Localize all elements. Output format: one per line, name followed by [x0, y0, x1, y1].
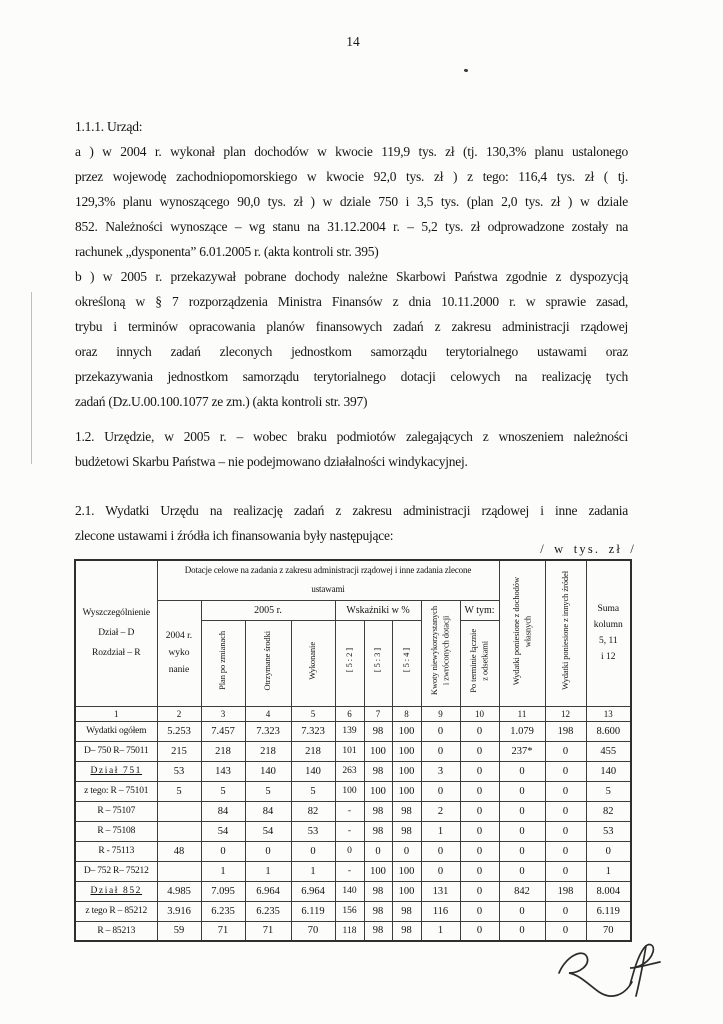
table-cell: 263 — [335, 761, 364, 781]
paragraph-b-line: zadań (Dz.U.00.100.1077 ze zm.) (akta kontroli str. 397) — [75, 394, 368, 409]
column-number: 10 — [460, 706, 499, 721]
table-cell: 100 — [392, 781, 421, 801]
table-cell: 0 — [545, 761, 586, 781]
table-cell: 5 — [586, 781, 631, 801]
table-cell: 0 — [586, 841, 631, 861]
table-cell: 98 — [392, 821, 421, 841]
table-cell: 455 — [586, 741, 631, 761]
header-po-terminie: Po terminie łącznie z odsetkami — [460, 620, 499, 706]
table-cell: 98 — [392, 801, 421, 821]
column-number: 9 — [421, 706, 460, 721]
page-number: 14 — [346, 34, 360, 49]
header-plan-po-zmianach: Plan po zmianach — [201, 620, 245, 706]
table-cell: 0 — [545, 841, 586, 861]
paragraph-a-line: rachunek „dysponenta” 6.01.2005 r. (akta kontroli str. 395) — [75, 244, 379, 259]
table-cell: 6.119 — [291, 901, 335, 921]
table-cell: 84 — [245, 801, 291, 821]
table-cell: 59 — [157, 921, 201, 941]
table-cell: 0 — [421, 861, 460, 881]
table-cell: 100 — [364, 861, 392, 881]
table-cell: 48 — [157, 841, 201, 861]
table-cell: 100 — [364, 781, 392, 801]
table-row — [75, 761, 631, 781]
paragraph-a-line: przez wojewodę zachodniopomorskiego w kwocie 92,0 tys. zł ) z tego: 116,4 tys. zł ( tj. — [75, 169, 628, 184]
table-cell: 7.457 — [201, 721, 245, 741]
table-cell: 7.095 — [201, 881, 245, 901]
row-label: R – 75107 — [75, 801, 157, 821]
table-cell: 98 — [364, 761, 392, 781]
row-label: R – 75108 — [75, 821, 157, 841]
table-cell: 8.600 — [586, 721, 631, 741]
table-cell: 0 — [499, 781, 545, 801]
table-cell: 100 — [392, 861, 421, 881]
table-cell: 0 — [460, 801, 499, 821]
table-cell: 0 — [392, 841, 421, 861]
table-cell: 84 — [201, 801, 245, 821]
units-note: / w tys. zł / — [540, 542, 636, 556]
row-label: R - 75113 — [75, 841, 157, 861]
header-wykonanie: Wykonanie — [291, 620, 335, 706]
table-cell: 101 — [335, 741, 364, 761]
table-row — [75, 781, 631, 801]
table-cell: 6.235 — [201, 901, 245, 921]
column-numbers-row — [75, 706, 631, 721]
section-2-1 — [75, 498, 628, 548]
table-cell: 0 — [421, 721, 460, 741]
row-label: z tego: R – 75101 — [75, 781, 157, 801]
paragraph-b-line: określoną w § 7 rozporządzenia Ministra Finansów z dnia 10.11.2000 r. w sprawie zasad, — [75, 294, 628, 309]
table-cell: 4.985 — [157, 881, 201, 901]
table-cell: 140 — [245, 761, 291, 781]
table-cell: 0 — [460, 921, 499, 941]
table-cell: 7.323 — [245, 721, 291, 741]
table-cell: 0 — [499, 901, 545, 921]
table-cell: 53 — [586, 821, 631, 841]
table-cell: 0 — [460, 781, 499, 801]
table-cell: 53 — [291, 821, 335, 841]
table-cell: - — [335, 821, 364, 841]
table-cell: 98 — [364, 721, 392, 741]
table-cell: 98 — [364, 881, 392, 901]
paragraph-2-1-line: zlecone ustawami i źródła ich finansowania były następujące: — [75, 528, 394, 543]
table-cell: 98 — [364, 801, 392, 821]
signature-icon — [556, 940, 696, 1004]
table-cell: 98 — [364, 821, 392, 841]
table-cell: 6.964 — [291, 881, 335, 901]
table-cell — [157, 861, 201, 881]
table-cell: 131 — [421, 881, 460, 901]
header-wskaznik-5-4: [ 5 : 4 ] — [392, 620, 421, 706]
table-cell: 53 — [157, 761, 201, 781]
paragraph-1-2-line: budżetowi Skarbu Państwa – nie podejmowano działalności windykacyjnej. — [75, 454, 468, 469]
table-cell: 0 — [499, 921, 545, 941]
paragraph-b-line: b ) w 2005 r. przekazywał pobrane dochody należne Skarbowi Państwa zgodnie z dyspozycją — [75, 269, 628, 284]
table-cell: 5.253 — [157, 721, 201, 741]
table-cell: 215 — [157, 741, 201, 761]
table-row — [75, 841, 631, 861]
paragraph-a-line: a ) w 2004 r. wykonał plan dochodów w kwocie 119,9 tys. zł (tj. 130,3% planu ustalonego — [75, 144, 628, 159]
table-cell: 100 — [392, 741, 421, 761]
header-suma-kolumn: Suma kolumn 5, 11 i 12 — [586, 560, 631, 706]
column-number: 4 — [245, 706, 291, 721]
column-number: 11 — [499, 706, 545, 721]
table-cell: 198 — [545, 881, 586, 901]
row-label: z tego R – 85212 — [75, 901, 157, 921]
table-cell: 0 — [460, 861, 499, 881]
table-cell: 1 — [421, 821, 460, 841]
table-cell: 5 — [291, 781, 335, 801]
header-wyszczegolnienie: Wyszczególnienie Dział – D Rozdział – R — [75, 560, 157, 706]
table-cell: 156 — [335, 901, 364, 921]
row-label: D– 750 R– 75011 — [75, 741, 157, 761]
table-cell: 0 — [460, 841, 499, 861]
paragraph-a-line: 852. Należności wynoszące – wg stanu na 31.12.2004 r. – 5,2 tys. zł odprowadzone zostały na — [75, 219, 628, 234]
header-wskazniki: Wskaźniki w % — [335, 600, 421, 620]
header-2004-wykonanie: 2004 r. wyko nanie — [157, 600, 201, 706]
row-label: Dział 751 — [75, 761, 157, 781]
header-otrzymane-srodki: Otrzymane środki — [245, 620, 291, 706]
table-cell: 0 — [545, 921, 586, 941]
table-cell: 842 — [499, 881, 545, 901]
table-cell: - — [335, 861, 364, 881]
table-row — [75, 901, 631, 921]
table-cell: 0 — [460, 821, 499, 841]
table-cell: 100 — [392, 881, 421, 901]
table-row — [75, 921, 631, 941]
table-cell — [157, 801, 201, 821]
table-cell: 140 — [335, 881, 364, 901]
table-cell: 0 — [545, 801, 586, 821]
table-cell: 140 — [291, 761, 335, 781]
table-cell: 2 — [421, 801, 460, 821]
table-cell: 98 — [392, 901, 421, 921]
table-cell: 218 — [201, 741, 245, 761]
table-cell: 8.004 — [586, 881, 631, 901]
table-cell: 98 — [364, 901, 392, 921]
column-number: 8 — [392, 706, 421, 721]
table-cell: 0 — [335, 841, 364, 861]
table-row — [75, 881, 631, 901]
header-wydatki-inne-zrodla: Wydatki poniesione z innych źródeł — [545, 560, 586, 706]
table-cell: 0 — [291, 841, 335, 861]
table-cell: 0 — [499, 801, 545, 821]
column-number: 6 — [335, 706, 364, 721]
row-label: D– 752 R– 75212 — [75, 861, 157, 881]
paragraph-2-1-line: 2.1. Wydatki Urzędu na realizację zadań z zakresu administracji rządowej i inne zadania — [75, 503, 628, 518]
table-cell: 0 — [545, 741, 586, 761]
table-cell: 143 — [201, 761, 245, 781]
table-row — [75, 861, 631, 881]
column-number: 1 — [75, 706, 157, 721]
margin-pencil-mark — [31, 292, 32, 464]
paragraph-b-line: oraz innych zadań zleconych jednostkom samorządu terytorialnego ustawami oraz — [75, 344, 628, 359]
table-cell: 1.079 — [499, 721, 545, 741]
table-cell: 100 — [364, 741, 392, 761]
table-cell — [157, 821, 201, 841]
row-label: R – 85213 — [75, 921, 157, 941]
table-cell: 3 — [421, 761, 460, 781]
table-cell: 100 — [392, 761, 421, 781]
table-cell: 0 — [460, 881, 499, 901]
table-cell: - — [335, 801, 364, 821]
table-cell: 70 — [291, 921, 335, 941]
table-row — [75, 741, 631, 761]
header-kwoty-niewykorzystane: Kwoty niewykorzystanych i zwróconych dotacji — [421, 600, 460, 706]
ink-dot — [464, 68, 469, 72]
paragraph-b-line: przekazywania jednostkom samorządu terytorialnego dotacji celowych na realizację tych — [75, 369, 628, 384]
table-cell: 0 — [460, 741, 499, 761]
table-cell: 1 — [291, 861, 335, 881]
table-cell: 82 — [291, 801, 335, 821]
table-cell: 6.235 — [245, 901, 291, 921]
table-cell: 82 — [586, 801, 631, 821]
column-number: 13 — [586, 706, 631, 721]
table-row — [75, 801, 631, 821]
header-wskaznik-5-2: [ 5 : 2 ] — [335, 620, 364, 706]
table-cell: 98 — [364, 921, 392, 941]
paragraph-b-line: trybu i terminów opracowania planów finansowych zadań z zakresu administracji rządowej — [75, 319, 628, 334]
header-wskaznik-5-3: [ 5 : 3 ] — [364, 620, 392, 706]
table-body — [75, 721, 631, 941]
table-row — [75, 821, 631, 841]
table-cell: 54 — [201, 821, 245, 841]
table-cell: 0 — [499, 821, 545, 841]
table-cell: 0 — [545, 781, 586, 801]
table-row — [75, 721, 631, 741]
section-1-1-1 — [75, 114, 628, 414]
table-cell: 0 — [499, 761, 545, 781]
section-1-2 — [75, 424, 628, 474]
table-cell: 1 — [586, 861, 631, 881]
table-cell: 100 — [335, 781, 364, 801]
table-cell: 0 — [421, 741, 460, 761]
header-w-tym: W tym: — [460, 600, 499, 620]
header-dotacje-group: Dotacje celowe na zadania z zakresu administracji rządowej i inne zadania zlecone ustawami — [157, 560, 499, 600]
table-cell: 0 — [460, 721, 499, 741]
header-wydatki-dochody-wlasne: Wydatki poniesione z dochodów własnych — [499, 560, 545, 706]
table-cell: 0 — [545, 901, 586, 921]
table-cell: 140 — [586, 761, 631, 781]
paragraph-a-line: 129,3% planu wynoszącego 90,0 tys. zł ) w dziale 750 i 3,5 tys. (plan 2,0 tys. zł ) w dziale — [75, 194, 628, 209]
table-cell: 218 — [291, 741, 335, 761]
table-cell: 0 — [460, 761, 499, 781]
table-cell: 139 — [335, 721, 364, 741]
table-cell: 0 — [364, 841, 392, 861]
expenditures-table — [74, 559, 632, 942]
table-cell: 71 — [201, 921, 245, 941]
table-cell: 71 — [245, 921, 291, 941]
table-cell: 3.916 — [157, 901, 201, 921]
table-cell: 5 — [201, 781, 245, 801]
column-number: 5 — [291, 706, 335, 721]
table-cell: 198 — [545, 721, 586, 741]
table-cell: 237* — [499, 741, 545, 761]
table-cell: 100 — [392, 721, 421, 741]
heading-1-1-1: 1.1.1. Urząd: — [75, 119, 143, 134]
table-cell: 6.119 — [586, 901, 631, 921]
table-cell: 7.323 — [291, 721, 335, 741]
column-number: 12 — [545, 706, 586, 721]
table-cell: 0 — [201, 841, 245, 861]
table-cell: 0 — [545, 821, 586, 841]
table-cell: 0 — [421, 781, 460, 801]
column-number: 2 — [157, 706, 201, 721]
table-cell: 0 — [499, 861, 545, 881]
table-cell: 6.964 — [245, 881, 291, 901]
column-number: 3 — [201, 706, 245, 721]
table-cell: 70 — [586, 921, 631, 941]
table-cell: 0 — [421, 841, 460, 861]
table-cell: 0 — [460, 901, 499, 921]
table-cell: 118 — [335, 921, 364, 941]
table-cell: 1 — [245, 861, 291, 881]
header-2005: 2005 r. — [201, 600, 335, 620]
table-cell: 0 — [545, 861, 586, 881]
table-cell: 1 — [421, 921, 460, 941]
row-label: Wydatki ogółem — [75, 721, 157, 741]
table-cell: 5 — [245, 781, 291, 801]
paragraph-1-2-line: 1.2. Urzędzie, w 2005 r. – wobec braku podmiotów zalegających z wnoszeniem należności — [75, 429, 628, 444]
table-cell: 98 — [392, 921, 421, 941]
column-number: 7 — [364, 706, 392, 721]
table-cell: 0 — [499, 841, 545, 861]
table-cell: 116 — [421, 901, 460, 921]
table-cell: 54 — [245, 821, 291, 841]
table-cell: 218 — [245, 741, 291, 761]
row-label: Dział 852 — [75, 881, 157, 901]
table-cell: 5 — [157, 781, 201, 801]
table-cell: 1 — [201, 861, 245, 881]
table-cell: 0 — [245, 841, 291, 861]
